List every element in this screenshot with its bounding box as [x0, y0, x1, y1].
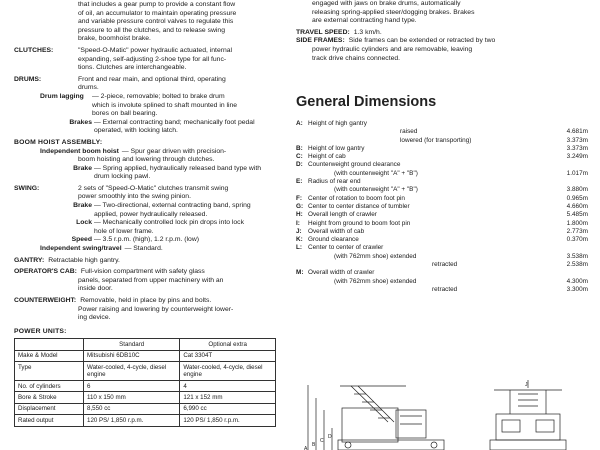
text-line: "Speed-O-Matic" power hydraulic actuated, internal — [78, 46, 233, 54]
swing-brake-label: Brake — [73, 202, 92, 210]
dimension-value — [550, 120, 588, 128]
row-label: No. of cylinders — [15, 381, 84, 392]
power-units-body — [15, 350, 276, 426]
dimension-label: (with counterweight "A" + "B") — [334, 186, 418, 194]
dimension-label: retracted — [432, 285, 458, 293]
dimension-label: Radius of rear end — [308, 178, 361, 186]
dimension-row — [296, 261, 588, 269]
cell-standard: 8,550 cc — [84, 403, 180, 414]
cab-text: Full-vision compartment with safety glass — [80, 268, 205, 276]
text-line: power smoothly into the swing pinion. — [78, 193, 191, 201]
dimension-value: 3.373m — [566, 136, 588, 144]
boom-brake-label: Brake — [73, 164, 92, 172]
text-line: panels, separated from upper machinery with an — [78, 276, 224, 284]
gantry-text: Retractable high gantry. — [48, 256, 120, 264]
dimension-row — [296, 137, 588, 145]
crane-drawing — [296, 380, 588, 450]
gantry-heading: GANTRY: — [14, 256, 45, 264]
dimension-row — [296, 178, 588, 186]
counterweight-cont — [14, 306, 276, 323]
cell-optional: Cat 3304T — [180, 350, 276, 361]
cell-standard: Water-cooled, 4-cycle, diesel engine — [84, 362, 180, 381]
clutches-text — [78, 47, 276, 73]
text-line: Front and rear main, and optional third, operating — [78, 75, 226, 83]
dimension-row — [296, 186, 588, 194]
boom-hoist-section — [14, 139, 276, 148]
cell-optional: 121 x 152 mm — [180, 392, 276, 403]
crane-body-side — [342, 408, 398, 442]
side-frames-cont — [296, 46, 588, 63]
power-units-heading: POWER UNITS: — [14, 327, 67, 335]
travel-speed-heading: TRAVEL SPEED: — [296, 28, 350, 36]
text-line: tions. Clutches are interchangeable. — [78, 64, 187, 72]
pump-paragraph — [14, 0, 276, 44]
cell-standard: 110 x 150 mm — [84, 392, 180, 403]
text-line: applied, power hydraulically released. — [94, 210, 208, 218]
dimension-key: F: — [296, 194, 303, 202]
dimension-row — [296, 220, 588, 228]
swing-text — [78, 185, 276, 202]
text-line: which is involute splined to shaft mounted in line — [92, 101, 238, 109]
text-line: 2 sets of "Speed-O-Matic" clutches transmit swing — [78, 184, 229, 192]
dimension-key: M: — [296, 269, 304, 277]
drums-section — [14, 76, 276, 93]
drum-lagging-label: Drum lagging — [40, 92, 84, 100]
dimension-row — [296, 244, 588, 252]
dimension-key — [296, 186, 308, 194]
dimension-label: Counterweight ground clearance — [308, 161, 401, 169]
dimension-label: Ground clearance — [308, 236, 359, 244]
dimension-row — [296, 128, 588, 136]
text-line: and variable pressure control valves to regulate this — [78, 18, 234, 26]
gantry-section — [14, 257, 276, 266]
dimension-key: L: — [296, 244, 303, 252]
dimension-value: 3.249m — [566, 153, 588, 161]
cab-cont — [14, 277, 276, 294]
drawing-label-j: J — [525, 382, 528, 388]
power-units-table — [14, 338, 276, 426]
swing-heading: SWING: — [14, 184, 40, 192]
drums-heading: DRUMS: — [14, 75, 42, 83]
clutches-section — [14, 47, 276, 73]
dimension-row — [296, 286, 588, 294]
counterweight-section — [14, 297, 276, 306]
boom-hoist-heading: BOOM HOIST ASSEMBLY: — [14, 138, 103, 146]
row-label: Type — [15, 362, 84, 381]
dimension-value — [550, 178, 588, 186]
crane-body-front — [496, 414, 560, 440]
travel-speed-section — [296, 29, 588, 38]
cab-heading: OPERATOR'S CAB: — [14, 268, 77, 276]
dimension-label: Center to center distance of tumbler — [308, 202, 410, 210]
dimension-value: 5.485m — [566, 211, 588, 219]
text-line: boom hoisting and lowering through clutches. — [78, 156, 215, 164]
counterweight-heading: COUNTERWEIGHT: — [14, 297, 77, 304]
dimension-value: 0.965m — [566, 194, 588, 202]
dimension-row — [296, 269, 588, 277]
cell-optional: 4 — [180, 381, 276, 392]
dimension-value: 4.660m — [566, 202, 588, 210]
text-line: inside door. — [78, 285, 113, 293]
dimension-row — [296, 145, 588, 153]
swing-brake — [14, 202, 276, 219]
text-line: brake, boomhoist brake. — [78, 35, 151, 43]
text-line: drums. — [78, 84, 99, 92]
dimension-label: Overall width of crawler — [308, 269, 375, 277]
cell-standard: 120 PS/ 1,850 r.p.m. — [84, 415, 180, 426]
dimension-value: 0.370m — [566, 236, 588, 244]
power-units-section — [14, 328, 276, 337]
counterweight-text: Removable, held in place by pins and bolts. — [80, 297, 212, 304]
independent-boom-hoist-text — [122, 148, 276, 157]
dimension-label: Height from ground to boom foot pin — [308, 219, 411, 227]
dimension-label: Height of cab — [308, 153, 346, 161]
drum-brakes-text — [94, 119, 276, 136]
dimension-value: 3.880m — [566, 186, 588, 194]
text-line: releasing spring-applied steer/dogging brakes. Brakes — [312, 8, 475, 16]
text-line: Power raising and lowering by counterweight lower- — [78, 305, 234, 313]
independent-boom-hoist — [14, 148, 276, 157]
dimension-row — [296, 120, 588, 128]
dimension-value — [550, 161, 588, 169]
independent-swing-travel-label: Independent swing/travel — [40, 245, 122, 253]
dimension-label: (with counterweight "A" + "B") — [334, 169, 418, 177]
dimension-value — [550, 269, 588, 277]
swing-speed — [14, 236, 276, 245]
crawler-side — [338, 440, 444, 450]
text-line: — 2-piece, removable; bolted to brake drum — [92, 92, 225, 100]
text-line: — Two-directional, external contracting band, spring — [94, 202, 251, 210]
text-line: — Mechanically controlled lock pin drops into lock — [94, 219, 244, 227]
dimension-row — [296, 153, 588, 161]
right-column — [296, 0, 588, 450]
dimension-label: Height of high gantry — [308, 120, 367, 127]
dimension-key — [296, 128, 308, 136]
drum-lagging — [14, 93, 276, 119]
dimension-key — [296, 253, 308, 261]
dimension-label: Center to center of crawler — [308, 244, 384, 252]
dimension-label: Height of low gantry — [308, 144, 365, 152]
dimension-key: H: — [296, 211, 303, 219]
dimension-value: 1.800m — [566, 219, 588, 227]
dimension-row — [296, 211, 588, 219]
dimension-key: I: — [296, 219, 300, 227]
dimension-value: 2.773m — [566, 227, 588, 235]
boom-lattice — [351, 386, 388, 422]
dimension-row — [296, 236, 588, 244]
text-line: are external contracting hand type. — [312, 17, 417, 25]
dimension-key — [296, 261, 308, 269]
text-line: track drive chains connected. — [312, 54, 401, 62]
boom-hoist-cont — [14, 156, 276, 165]
dimension-label: Overall width of cab — [308, 227, 365, 235]
drawing-label-b: B — [312, 442, 316, 448]
swing-section — [14, 185, 276, 202]
side-frames-text: Side frames can be extended or retracted by two — [348, 37, 496, 45]
text-line: pressure to all the clutches, and to release swing — [78, 26, 225, 34]
dimension-value: 1.017m — [566, 169, 588, 177]
dimension-row — [296, 203, 588, 211]
independent-swing-travel-text: — Standard. — [124, 245, 163, 253]
swing-lock — [14, 219, 276, 236]
text-line: bores on ball bearing. — [92, 110, 158, 118]
dimension-label: lowered (for transporting) — [400, 136, 472, 144]
dimension-row — [296, 195, 588, 203]
swing-lock-text — [94, 219, 276, 236]
text-line: ing device. — [78, 314, 111, 322]
boom-brake — [14, 165, 276, 182]
independent-swing-travel — [14, 245, 276, 254]
row-label: Rated output — [15, 415, 84, 426]
dimension-key: J: — [296, 227, 302, 235]
travel-speed-value: 1.3 km/h. — [353, 28, 382, 36]
dimension-row — [296, 228, 588, 236]
dimension-key — [296, 286, 308, 294]
cell-optional: 6,990 cc — [180, 403, 276, 414]
independent-boom-hoist-label: Independent boom hoist — [40, 147, 119, 155]
header-optional: Optional extra — [180, 339, 276, 350]
side-frames-section — [296, 37, 588, 46]
row-label: Bore & Stroke — [15, 392, 84, 403]
dimensions-list — [296, 120, 588, 294]
drawing-label-c: C — [320, 438, 324, 444]
table-row — [15, 362, 276, 381]
dimension-key: K: — [296, 236, 303, 244]
left-column — [14, 0, 276, 427]
general-dimensions-title: General Dimensions — [296, 94, 437, 110]
header-blank — [15, 339, 84, 350]
cell-optional: 120 PS/ 1,850 r.p.m. — [180, 415, 276, 426]
dimension-value: 3.373m — [566, 144, 588, 152]
cell-standard: Mitsubishi 6DB10C — [84, 350, 180, 361]
text-line: drum locking pawl. — [94, 173, 151, 181]
dimension-label: (with 762mm shoe) extended — [334, 277, 417, 285]
dimension-label: (with 762mm shoe) extended — [334, 252, 417, 260]
swing-speed-text: — 3.5 r.p.m. (high), 1.2 r.p.m. (low) — [94, 236, 200, 244]
dimension-key: D: — [296, 161, 303, 169]
drawing-label-d: D — [328, 434, 332, 440]
table-header-row — [15, 339, 276, 350]
dimension-value: 4.681m — [566, 128, 588, 136]
text-line: of oil, an accumulator to maintain operating pressure — [78, 9, 237, 17]
dimension-row — [296, 278, 588, 286]
dimension-value — [550, 244, 588, 252]
table-row — [15, 415, 276, 426]
dimension-label: raised — [400, 128, 418, 136]
text-line: operated, with locking latch. — [94, 127, 178, 135]
table-row — [15, 403, 276, 414]
header-standard: Standard — [84, 339, 180, 350]
dimension-label: Center of rotation to boom foot pin — [308, 194, 405, 202]
clutches-heading: CLUTCHES: — [14, 46, 54, 54]
dimension-key: A: — [296, 120, 303, 127]
text-line: — Spring applied, hydraulically released band type with — [94, 164, 261, 172]
drum-lagging-text — [92, 93, 276, 119]
text-line: — External contracting band; mechanically foot pedal — [94, 118, 255, 126]
drawing-label-a: A — [304, 446, 308, 450]
dimension-row — [296, 161, 588, 169]
cab-section — [14, 268, 276, 277]
table-row — [15, 350, 276, 361]
cell-standard: 6 — [84, 381, 180, 392]
side-frames-heading: SIDE FRAMES: — [296, 37, 345, 45]
dimension-key — [296, 170, 308, 178]
dimension-row — [296, 253, 588, 261]
text-line: expanding, self-adjusting 2-shoe type for all func- — [78, 55, 227, 63]
steer-paragraph — [296, 0, 588, 26]
dimension-value: 3.300m — [566, 285, 588, 293]
dimension-key: B: — [296, 144, 303, 152]
dimension-value: 3.538m — [566, 252, 588, 260]
dimension-key: E: — [296, 178, 303, 186]
table-row — [15, 392, 276, 403]
dimension-key — [296, 137, 308, 145]
table-row — [15, 381, 276, 392]
text-line: — Spur gear driven with precision- — [121, 147, 227, 155]
dimension-key: C: — [296, 153, 303, 161]
swing-speed-label: Speed — [71, 236, 92, 244]
drums-text — [78, 76, 276, 93]
text-line: hole of lower frame. — [94, 227, 154, 235]
dimension-key: G: — [296, 202, 304, 210]
crawler-front — [490, 440, 566, 450]
dimension-row — [296, 170, 588, 178]
drum-brakes-label: Brakes — [69, 118, 92, 126]
row-label: Displacement — [15, 403, 84, 414]
swing-lock-label: Lock — [76, 219, 92, 227]
cell-optional: Water-cooled, 4-cycle, diesel engine — [180, 362, 276, 381]
text-line: that includes a gear pump to provide a constant flow — [78, 1, 236, 8]
boom-brake-text — [94, 165, 276, 182]
swing-brake-text — [94, 202, 276, 219]
dimension-value: 2.538m — [566, 261, 588, 269]
row-label: Make & Model — [15, 350, 84, 361]
dimension-value: 4.300m — [566, 277, 588, 285]
dimension-label: retracted — [432, 261, 458, 269]
dimension-label: Overall length of crawler — [308, 211, 377, 219]
text-line: engaged with jaws on brake drums, automatically — [312, 0, 461, 7]
drum-brakes — [14, 119, 276, 136]
text-line: power hydraulic cylinders and are removable, leaving — [312, 45, 473, 53]
dimension-key — [296, 278, 308, 286]
